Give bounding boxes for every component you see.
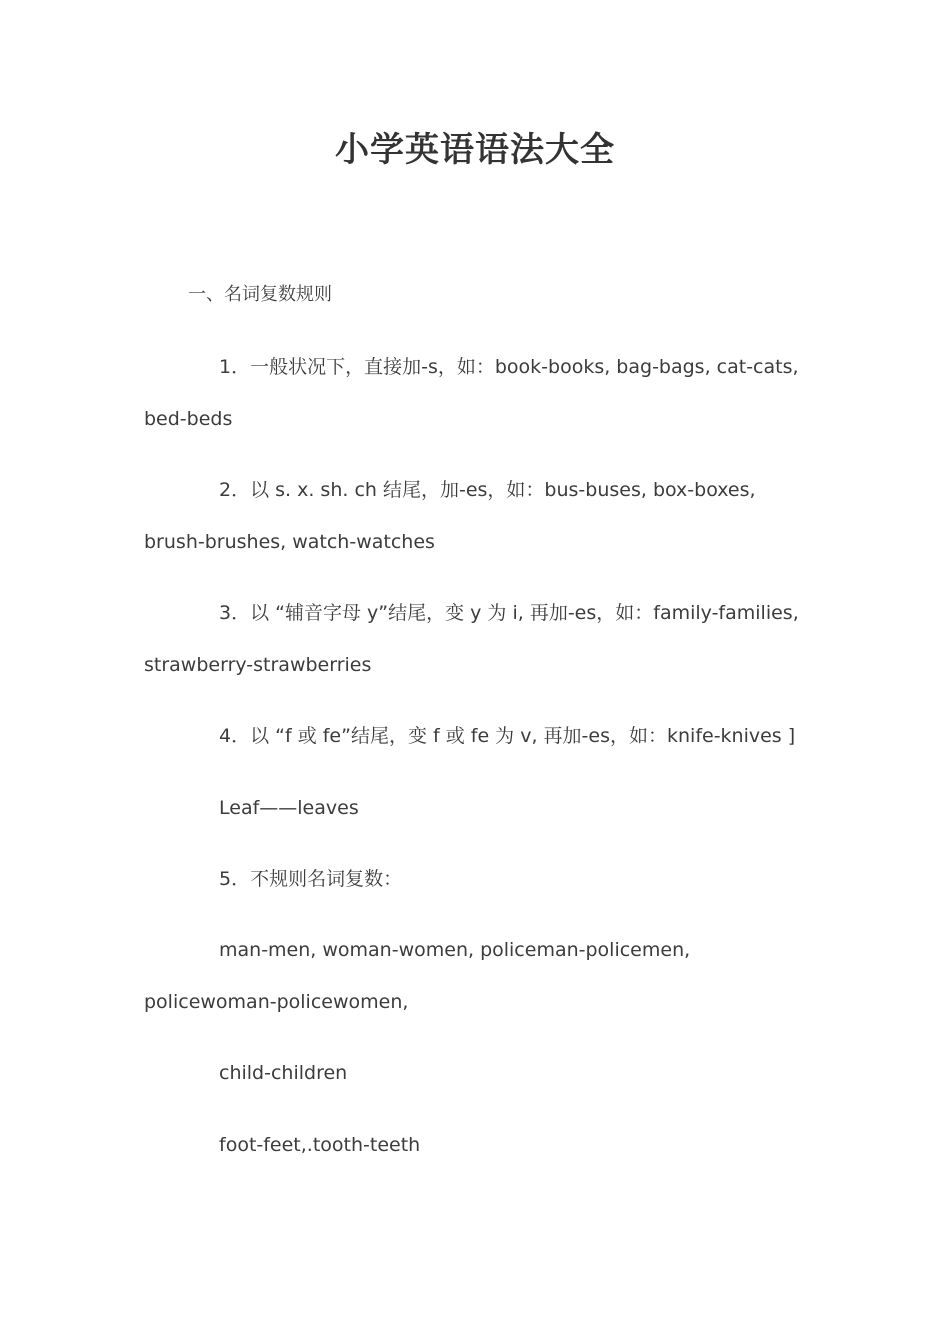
rule-4-text: 4．以 “f 或 fe”结尾，变 f 或 fe 为 v, 再加-es，如：knife-knives ] bbox=[219, 725, 796, 747]
irregular-line-3: foot-feet,.tooth-teeth bbox=[219, 1134, 421, 1156]
rule-2-paragraph bbox=[144, 464, 816, 568]
irregular-line-1: man-men, woman-women, policeman-policemen, policewoman-policewomen, bbox=[144, 939, 691, 1013]
rule-3-text: 3．以 “辅音字母 y”结尾，变 y 为 i, 再加-es，如：family-families, strawberry-strawberries bbox=[144, 602, 799, 676]
rule-2-text: 2．以 s. x. sh. ch 结尾，加-es，如：bus-buses, box-boxes, brush-brushes, watch-watches bbox=[144, 479, 756, 553]
rule-5-heading: 5．不规则名词复数： bbox=[219, 868, 403, 890]
rule-3-paragraph bbox=[144, 587, 816, 691]
leaf-example: Leaf——leaves bbox=[219, 797, 359, 819]
section-heading: 一、名词复数规则 bbox=[188, 284, 332, 305]
irregular-paragraph bbox=[144, 924, 816, 1028]
document-title: 小学英语语法大全 bbox=[335, 130, 615, 170]
rule-1-paragraph bbox=[144, 341, 816, 445]
rule-1-text: 1．一般状况下，直接加-s，如：book-books, bag-bags, cat-cats, bed-beds bbox=[144, 356, 799, 430]
irregular-line-2: child-children bbox=[219, 1062, 348, 1084]
